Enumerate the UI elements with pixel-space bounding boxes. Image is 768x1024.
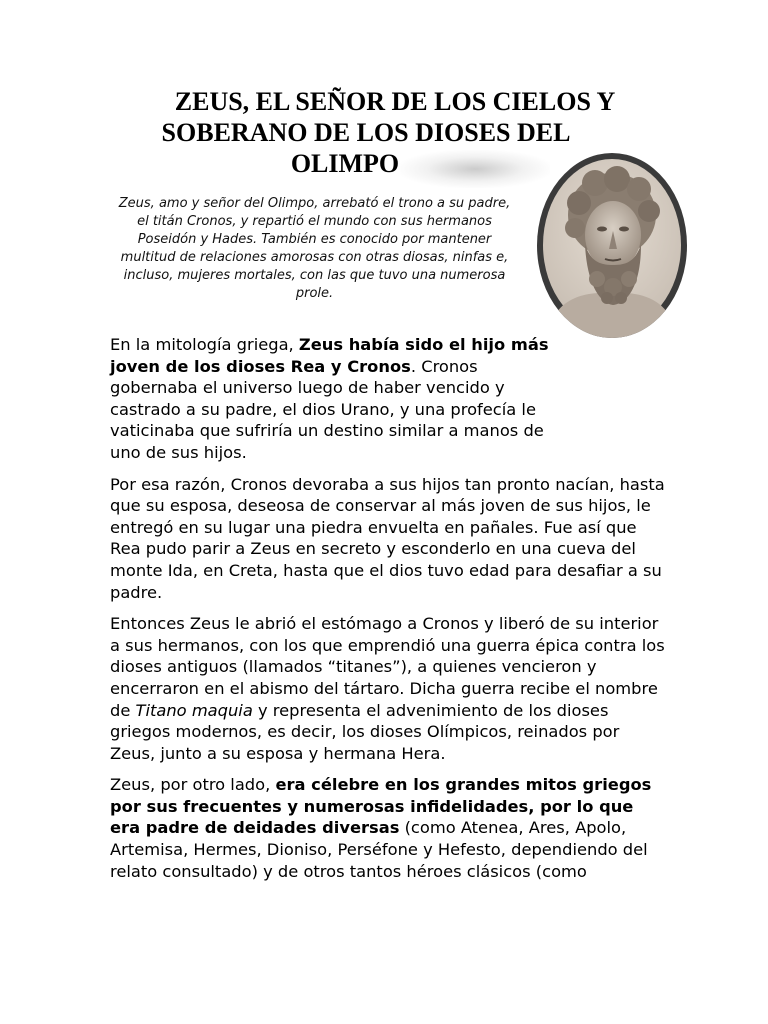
paragraph-4-text-a: Zeus, por otro lado, <box>110 775 276 795</box>
paragraph-1-bold: Zeus había sido el hijo más joven de los dioses Rea y Cronos <box>110 335 549 376</box>
paragraph-4-text-c: (como Atenea, Ares, Apolo, Artemisa, Hermes, Dioniso, Perséfone y Hefesto, dependiendo del relato consultado) y de otros tantos héroes clásicos (como <box>110 818 648 881</box>
paragraph-4-bold: era célebre en los grandes mitos griegos por sus frecuentes y numerosas infidelidades, por lo que era padre de deidades diversas <box>110 775 652 838</box>
title-line-2: SOBERANO DE LOS DIOSES DEL <box>161 118 571 147</box>
title-line-1: ZEUS, EL SEÑOR DE LOS CIELOS Y <box>174 87 616 116</box>
paragraph-1-text-a: En la mitología griega, <box>110 335 299 354</box>
paragraph-3-text-a: Entonces Zeus le abrió el estómago a Cronos y liberó de su interior a sus hermanos, con los que emprendió una guerra épica contra los dioses antiguos (llamados “titanes”), a quienes vencieron y encerraron en el abismo del tártaro. Dicha guerra recibe el nombre de <box>110 614 665 720</box>
summary-caption: Zeus, amo y señor del Olimpo, arrebató el trono a su padre, el titán Cronos, y repartió el mundo con sus hermanos Poseidón y Hades. También es conocido por mantener multitud de relaciones amorosas con otras diosas, ninfas e, incluso, mujeres mortales, con las que tuvo una numerosa prole. <box>118 196 511 301</box>
zeus-portrait-image <box>537 153 687 338</box>
title-shadow-decoration <box>400 150 550 188</box>
zeus-bust-icon <box>537 153 687 338</box>
paragraph-1-text-c: . Cronos gobernaba el universo luego de haber vencido y castrado a su padre, el dios Urano, y una profecía le vaticinaba que sufriría un destino similar a manos de uno de sus hijos. <box>110 356 544 462</box>
paragraph-3-text-c: y representa el advenimiento de los dioses griegos modernos, es decir, los dioses Olímpicos, reinados por Zeus, junto a su esposa y hermana Hera. <box>110 700 620 763</box>
paragraph-3 <box>110 613 665 764</box>
title-line-3: OLIMPO <box>290 149 400 178</box>
paragraph-1 <box>110 334 565 464</box>
paragraph-3-italic: Titano maquia <box>135 700 253 720</box>
article-body <box>110 334 665 892</box>
paragraph-4 <box>110 774 665 882</box>
paragraph-2: Por esa razón, Cronos devoraba a sus hijos tan pronto nacían, hasta que su esposa, deseosa de conservar al más joven de sus hijos, le entregó en su lugar una piedra envuelta en pañales. Fue así que Rea pudo parir a Zeus en secreto y esconderlo en una cueva del monte Ida, en Creta, hasta que el dios tuvo edad para desafiar a su padre. <box>110 474 665 602</box>
